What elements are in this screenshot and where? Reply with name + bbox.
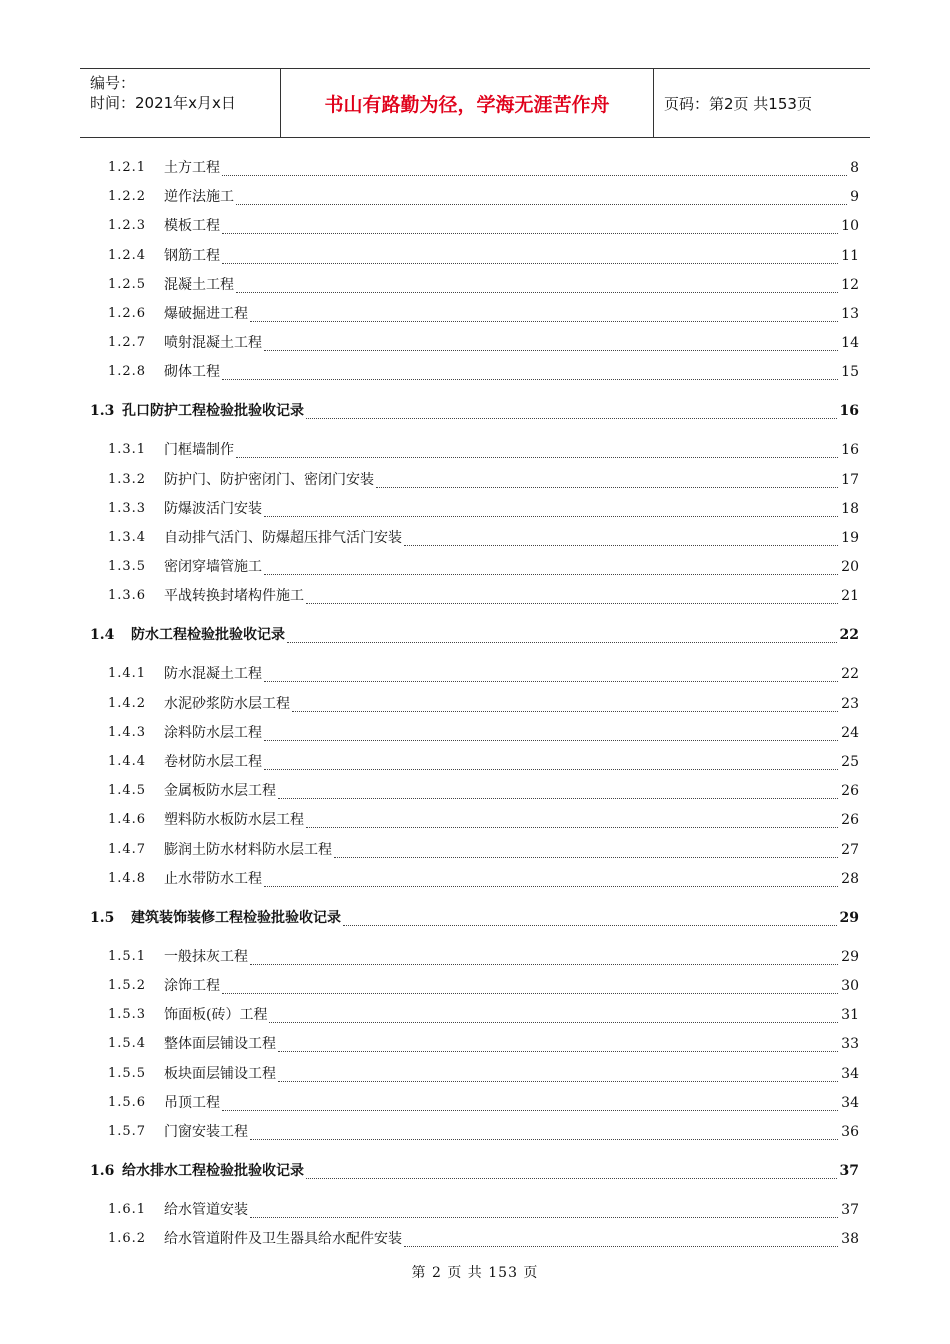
toc-title: 喷射混凝土工程 xyxy=(164,335,262,352)
toc-section-row[interactable] xyxy=(0,1161,950,1181)
date-label: 时间：2021年x月x日 xyxy=(90,94,236,112)
toc-page-number: 12 xyxy=(841,276,859,293)
toc-section-row[interactable] xyxy=(0,401,950,421)
toc-entry-row[interactable] xyxy=(0,557,950,577)
toc-leader-dots xyxy=(306,813,838,828)
toc-title: 防护门、防护密闭门、密闭门安装 xyxy=(164,471,374,488)
serial-label: 编号： xyxy=(90,74,136,92)
toc-entry-row[interactable] xyxy=(0,1122,950,1142)
toc-leader-dots xyxy=(236,190,847,205)
toc-entry-row[interactable] xyxy=(0,440,950,460)
toc-number: 1.3.6 xyxy=(108,588,147,604)
header-page-number: 页码：第2页 共153页 xyxy=(664,94,812,113)
toc-title: 给水排水工程检验批验收记录 xyxy=(122,1163,304,1179)
toc-title: 混凝土工程 xyxy=(164,276,234,293)
toc-entry-row[interactable] xyxy=(0,246,950,266)
toc-entry-row[interactable] xyxy=(0,1064,950,1084)
toc-page-number: 23 xyxy=(841,695,859,712)
toc-title: 门框墙制作 xyxy=(164,442,234,459)
toc-entry-row[interactable] xyxy=(0,694,950,714)
toc-title: 涂饰工程 xyxy=(164,978,220,994)
toc-page-number: 34 xyxy=(841,1065,859,1082)
toc-title: 自动排气活门、防爆超压排气活门安装 xyxy=(164,530,402,546)
toc-number: 1.4.8 xyxy=(108,870,147,886)
toc-number: 1.4.1 xyxy=(108,666,147,682)
toc-leader-dots xyxy=(250,950,838,965)
toc-title: 板块面层铺设工程 xyxy=(164,1065,276,1082)
toc-page-number: 8 xyxy=(850,160,859,176)
toc-number: 1.5.2 xyxy=(108,978,147,993)
toc-entry-row[interactable] xyxy=(0,1034,950,1054)
toc-number: 1.3.1 xyxy=(108,442,147,458)
toc-page-number: 13 xyxy=(841,306,859,322)
toc-leader-dots xyxy=(306,1164,837,1179)
toc-title: 建筑装饰装修工程检验批验收记录 xyxy=(131,909,341,926)
page-header xyxy=(80,68,870,138)
toc-entry-row[interactable] xyxy=(0,362,950,382)
toc-page-number: 19 xyxy=(841,530,859,546)
toc-entry-row[interactable] xyxy=(0,976,950,996)
toc-entry-row[interactable] xyxy=(0,304,950,324)
toc-title: 给水管道附件及卫生器具给水配件安装 xyxy=(164,1231,402,1248)
toc-page-number: 30 xyxy=(841,978,859,994)
toc-page-number: 11 xyxy=(841,247,859,264)
toc-leader-dots xyxy=(264,755,838,770)
toc-leader-dots xyxy=(287,628,837,643)
toc-number: 1.4.3 xyxy=(108,724,147,740)
toc-leader-dots xyxy=(236,278,838,293)
header-motto: 书山有路勤为径，学海无涯苦作舟 xyxy=(281,69,654,137)
toc-title: 防水工程检验批验收记录 xyxy=(131,627,285,644)
toc-page-number: 29 xyxy=(839,909,859,926)
toc-title: 金属板防水层工程 xyxy=(164,783,276,800)
toc-page-number: 28 xyxy=(841,870,859,887)
toc-title: 密闭穿墙管施工 xyxy=(164,559,262,576)
toc-leader-dots xyxy=(222,979,838,994)
toc-number: 1.3.4 xyxy=(108,530,147,545)
toc-entry-row[interactable] xyxy=(0,1093,950,1113)
toc-number: 1.3.2 xyxy=(108,471,147,487)
toc-leader-dots xyxy=(264,726,838,741)
toc-leader-dots xyxy=(222,161,847,176)
toc-leader-dots xyxy=(236,443,838,458)
toc-entry-row[interactable] xyxy=(0,664,950,684)
toc-leader-dots xyxy=(278,784,838,799)
toc-leader-dots xyxy=(404,531,838,546)
toc-title: 门窗安装工程 xyxy=(164,1124,248,1140)
toc-number: 1.6.1 xyxy=(108,1202,147,1217)
toc-leader-dots xyxy=(222,365,838,380)
toc-number: 1.2.5 xyxy=(108,276,147,292)
header-meta xyxy=(80,69,281,137)
toc-leader-dots xyxy=(306,404,837,419)
toc-page-number: 20 xyxy=(841,559,859,576)
toc-title: 孔口防护工程检验批验收记录 xyxy=(122,403,304,420)
toc-entry-row[interactable] xyxy=(0,781,950,801)
toc-title: 一般抹灰工程 xyxy=(164,948,248,965)
toc-page-number: 16 xyxy=(839,403,859,420)
toc-title: 塑料防水板防水层工程 xyxy=(164,812,304,829)
toc-number: 1.6 xyxy=(90,1163,115,1179)
toc-number: 1.5.7 xyxy=(108,1124,147,1139)
toc-page-number: 29 xyxy=(841,948,859,965)
toc-entry-row[interactable] xyxy=(0,1005,950,1025)
toc-entry-row[interactable] xyxy=(0,723,950,743)
toc-leader-dots xyxy=(264,560,838,575)
toc-leader-dots xyxy=(376,473,838,488)
toc-entry-row[interactable] xyxy=(0,752,950,772)
toc-page-number: 15 xyxy=(841,364,859,381)
toc-title: 土方工程 xyxy=(164,160,220,176)
toc-entry-row[interactable] xyxy=(0,187,950,207)
toc-leader-dots xyxy=(264,336,838,351)
toc-leader-dots xyxy=(264,502,838,517)
toc-page-number: 25 xyxy=(841,754,859,770)
toc-leader-dots xyxy=(250,1125,838,1140)
toc-entry-row[interactable] xyxy=(0,1200,950,1220)
toc-section-row[interactable] xyxy=(0,908,950,928)
toc-page-number: 22 xyxy=(839,627,859,644)
toc-number: 1.5.5 xyxy=(108,1065,147,1081)
toc-number: 1.4.5 xyxy=(108,783,147,799)
toc-number: 1.2.7 xyxy=(108,335,147,351)
toc-title: 爆破掘进工程 xyxy=(164,306,248,322)
toc-page-number: 36 xyxy=(841,1124,859,1140)
toc-page-number: 10 xyxy=(841,218,859,235)
toc-number: 1.2.6 xyxy=(108,306,147,321)
toc-entry-row[interactable] xyxy=(0,869,950,889)
toc-page-number: 37 xyxy=(841,1202,859,1218)
toc-page-number: 16 xyxy=(841,442,859,459)
toc-number: 1.3.3 xyxy=(108,500,147,516)
toc-number: 1.3 xyxy=(90,403,115,420)
toc-number: 1.2.8 xyxy=(108,364,147,380)
toc-leader-dots xyxy=(222,1096,838,1111)
toc-title: 吊顶工程 xyxy=(164,1094,220,1111)
toc-entry-row[interactable] xyxy=(0,528,950,548)
toc-entry-row[interactable] xyxy=(0,1229,950,1249)
toc-leader-dots xyxy=(250,307,838,322)
toc-page-number: 31 xyxy=(841,1007,859,1024)
toc-title: 整体面层铺设工程 xyxy=(164,1036,276,1053)
toc-number: 1.2.1 xyxy=(108,160,147,175)
toc-leader-dots xyxy=(306,589,838,604)
toc-leader-dots xyxy=(269,1008,838,1023)
toc-entry-row[interactable] xyxy=(0,840,950,860)
toc-entry-row[interactable] xyxy=(0,499,950,519)
toc-title: 平战转换封堵构件施工 xyxy=(164,588,304,605)
toc-page-number: 17 xyxy=(841,471,859,488)
toc-page-number: 26 xyxy=(841,812,859,829)
toc-title: 钢筋工程 xyxy=(164,247,220,264)
toc-leader-dots xyxy=(334,843,838,858)
toc-title: 防水混凝土工程 xyxy=(164,666,262,683)
toc-entry-row[interactable] xyxy=(0,810,950,830)
toc-number: 1.5.1 xyxy=(108,948,147,964)
toc-title: 涂料防水层工程 xyxy=(164,724,262,741)
toc-page-number: 33 xyxy=(841,1036,859,1053)
toc-number: 1.5 xyxy=(90,909,115,926)
toc-title: 水泥砂浆防水层工程 xyxy=(164,695,290,712)
toc-title: 模板工程 xyxy=(164,218,220,235)
toc-number: 1.2.3 xyxy=(108,218,147,234)
toc-entry-row[interactable] xyxy=(0,586,950,606)
toc-title: 给水管道安装 xyxy=(164,1202,248,1218)
toc-number: 1.4.6 xyxy=(108,812,147,828)
toc-page-number: 22 xyxy=(841,666,859,683)
toc-page-number: 26 xyxy=(841,783,859,800)
toc-leader-dots xyxy=(250,1203,838,1218)
toc-number: 1.5.6 xyxy=(108,1094,147,1110)
toc-leader-dots xyxy=(278,1067,838,1082)
toc-title: 逆作法施工 xyxy=(164,189,234,206)
toc-page-number: 14 xyxy=(841,335,859,352)
toc-title: 卷材防水层工程 xyxy=(164,754,262,770)
toc-title: 膨润土防水材料防水层工程 xyxy=(164,841,332,858)
toc-number: 1.3.5 xyxy=(108,559,147,575)
toc-number: 1.4 xyxy=(90,627,115,644)
toc-title: 防爆波活门安装 xyxy=(164,500,262,517)
toc-title: 饰面板(砖）工程 xyxy=(164,1007,268,1024)
toc-entry-row[interactable] xyxy=(0,275,950,295)
toc-leader-dots xyxy=(264,667,838,682)
toc-page-number: 38 xyxy=(841,1231,859,1248)
toc-title: 砌体工程 xyxy=(164,364,220,381)
toc-entry-row[interactable] xyxy=(0,216,950,236)
toc-leader-dots xyxy=(222,249,838,264)
toc-number: 1.4.4 xyxy=(108,754,147,769)
toc-leader-dots xyxy=(264,872,838,887)
toc-leader-dots xyxy=(278,1037,838,1052)
toc-leader-dots xyxy=(343,911,837,926)
page-footer: 第 2 页 共 153 页 xyxy=(411,1265,539,1281)
toc-entry-row[interactable] xyxy=(0,333,950,353)
toc-page-number: 24 xyxy=(841,724,859,741)
toc-number: 1.4.2 xyxy=(108,695,147,711)
toc-title: 止水带防水工程 xyxy=(164,870,262,887)
toc-number: 1.5.4 xyxy=(108,1036,147,1052)
toc-leader-dots xyxy=(292,697,838,712)
toc-page-number: 34 xyxy=(841,1094,859,1111)
toc-entry-row[interactable] xyxy=(0,158,950,178)
toc-page-number: 27 xyxy=(841,841,859,858)
toc-page-number: 9 xyxy=(850,189,859,206)
toc-leader-dots xyxy=(404,1232,838,1247)
toc-page-number: 37 xyxy=(839,1163,859,1179)
toc-number: 1.2.4 xyxy=(108,247,147,263)
toc-number: 1.4.7 xyxy=(108,841,147,857)
toc-entry-row[interactable] xyxy=(0,470,950,490)
toc-entry-row[interactable] xyxy=(0,947,950,967)
toc-number: 1.6.2 xyxy=(108,1231,147,1247)
toc-section-row[interactable] xyxy=(0,625,950,645)
toc-number: 1.2.2 xyxy=(108,189,147,205)
toc-leader-dots xyxy=(222,219,838,234)
toc-number: 1.5.3 xyxy=(108,1007,147,1023)
toc-page-number: 18 xyxy=(841,500,859,517)
toc-page-number: 21 xyxy=(841,588,859,605)
